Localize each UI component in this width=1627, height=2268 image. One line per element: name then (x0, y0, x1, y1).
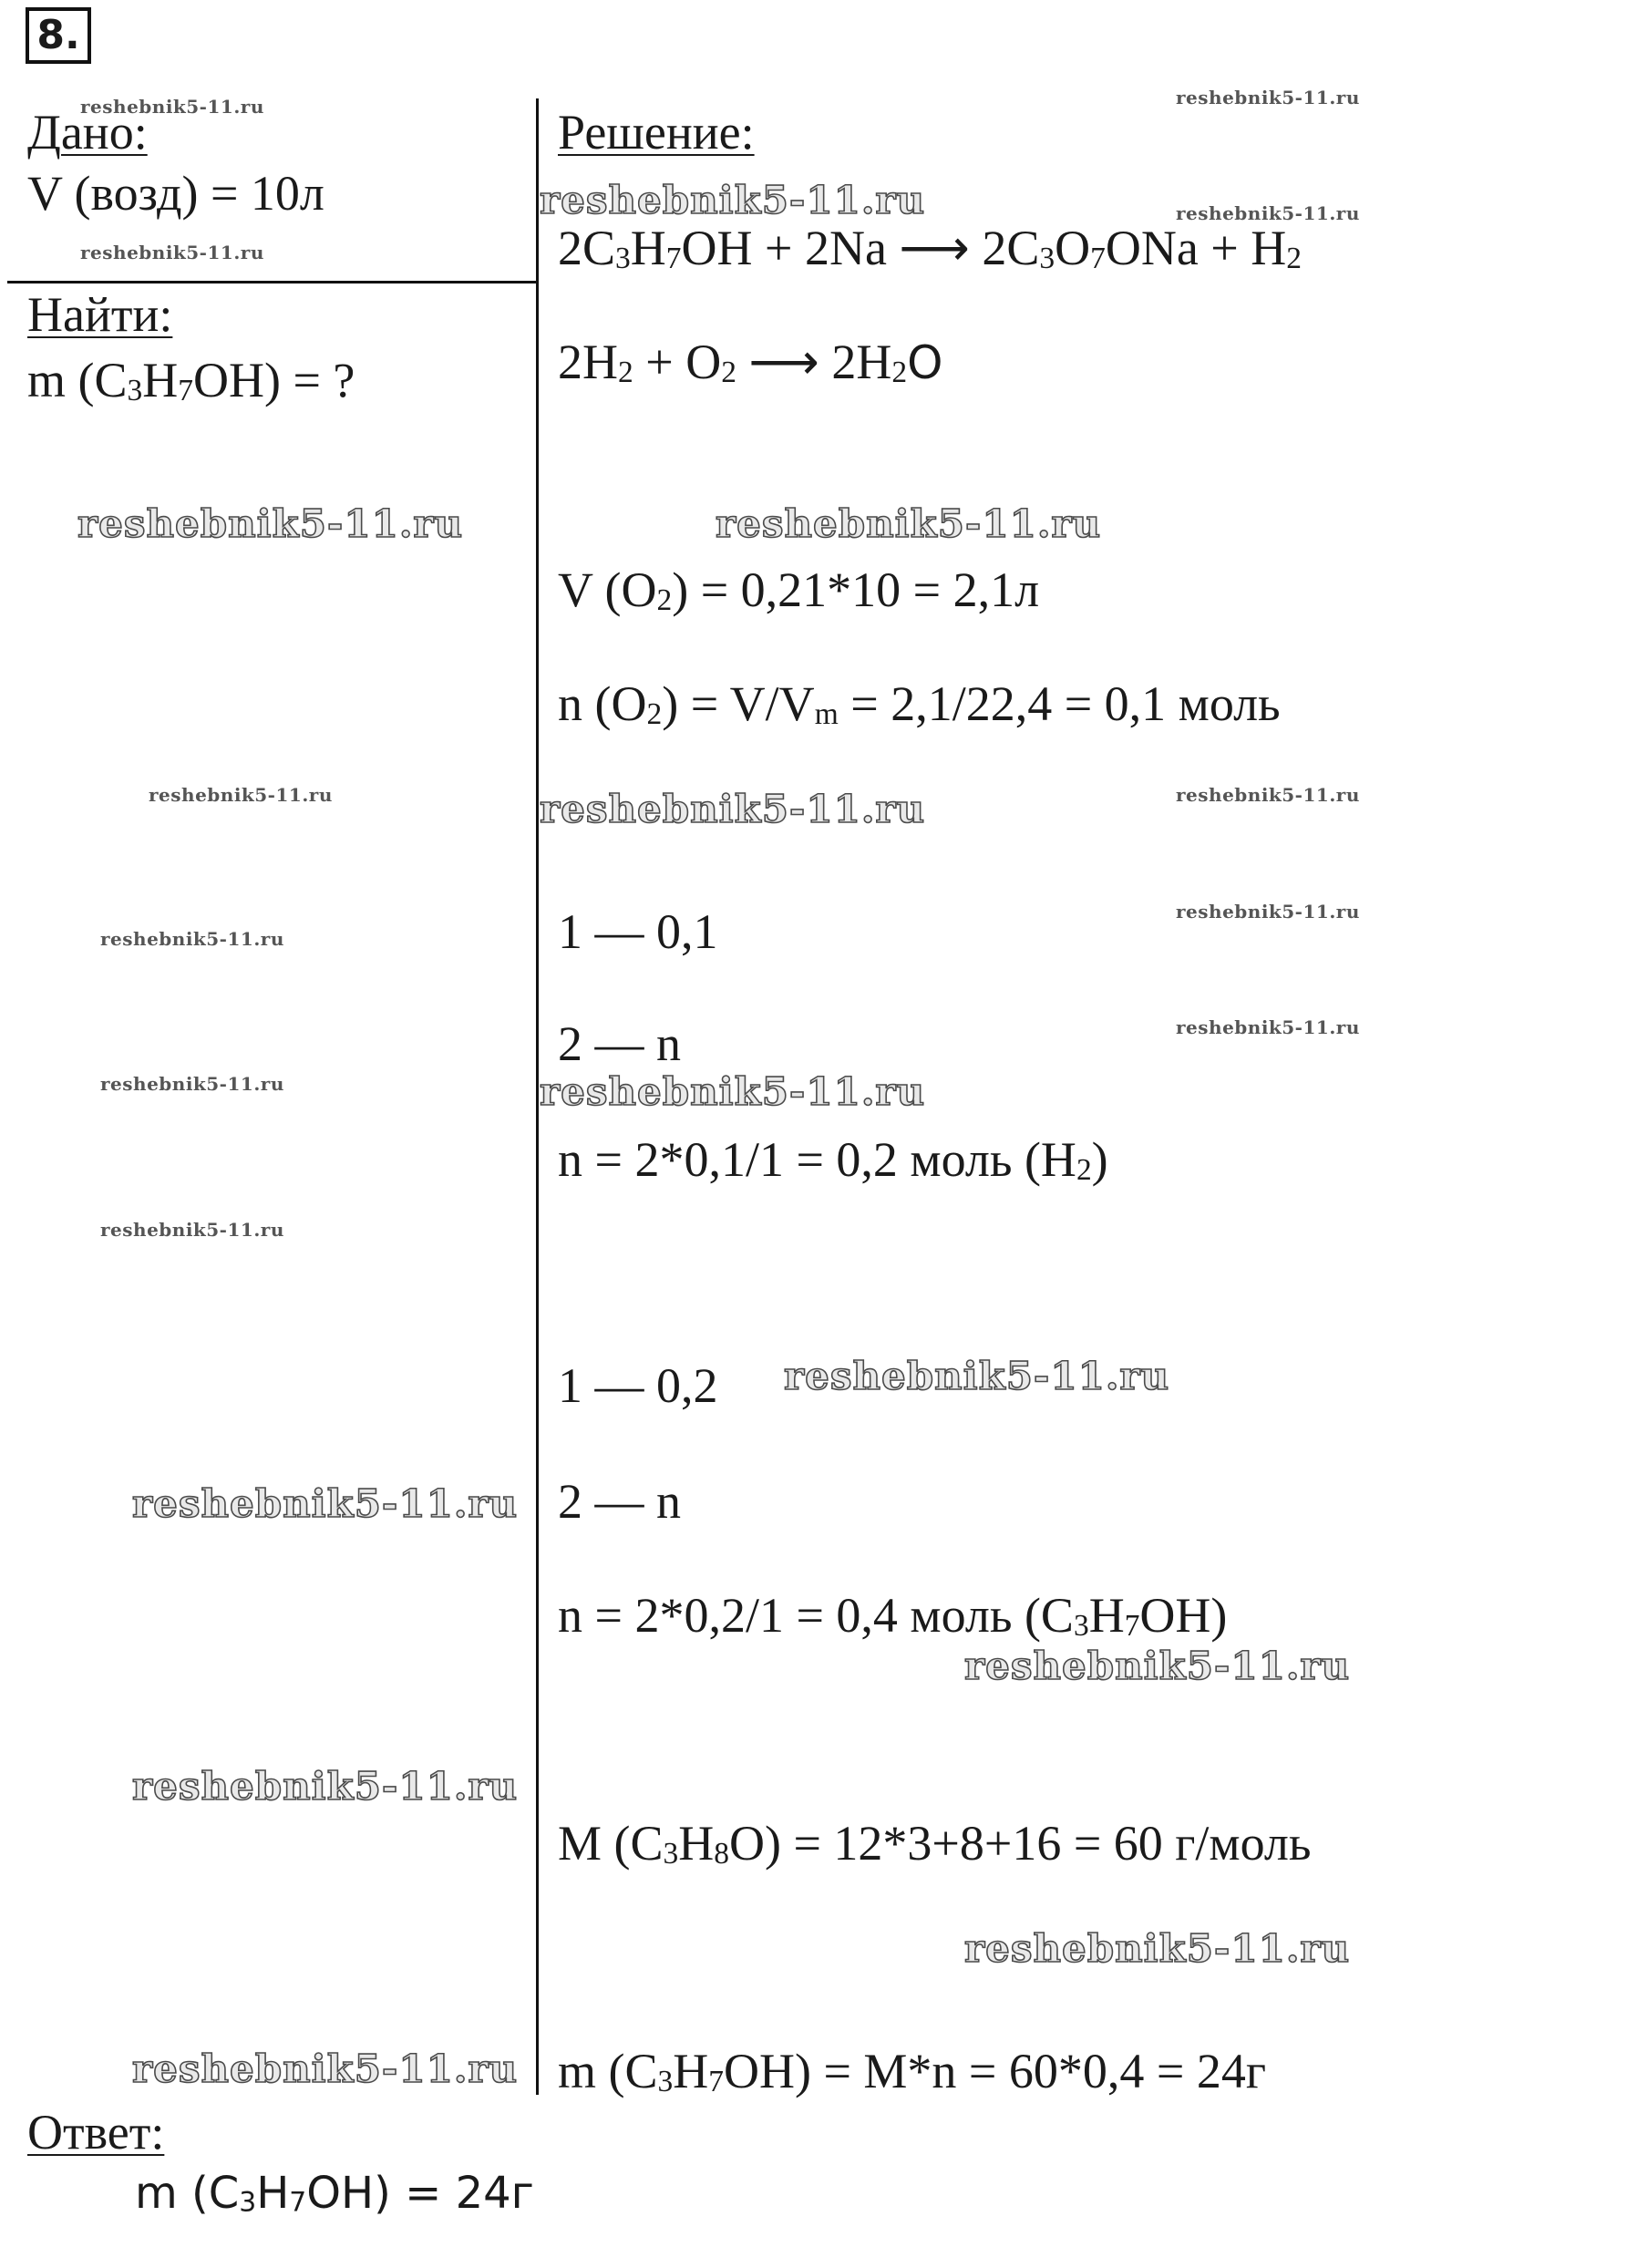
vertical-divider (536, 98, 539, 2095)
answer-value: m $(C_3H_7OH) = 24г$ (135, 2168, 534, 2219)
watermark: reshebnik5-11.ru (540, 1069, 926, 1114)
solution-heading: Решение: (558, 105, 755, 160)
watermark: reshebnik5-11.ru (132, 1764, 519, 1809)
answer-heading: Ответ: (27, 2105, 165, 2160)
watermark: reshebnik5-11.ru (1176, 202, 1360, 224)
proportion-1-row-1: 1 — 0,1 (558, 904, 718, 959)
watermark: reshebnik5-11.ru (149, 784, 333, 806)
watermark: reshebnik5-11.ru (1176, 87, 1360, 108)
moles-h2-line: n = 2*0,1/1 = 0,2 моль $(H_2)$ (558, 1132, 1108, 1188)
moles-o2-line: n $(O_2) = V/V_m = 2,1/22,4 = 0,1$ моль (558, 676, 1281, 732)
proportion-2-row-2: 2 — n (558, 1474, 681, 1529)
watermark: reshebnik5-11.ru (132, 1481, 519, 1526)
find-value: m $(C_3H_7OH)$ = ? (27, 353, 355, 408)
molar-mass-line: M $(C_3H_8O) = 12*3+8+16 = 60$ г/моль (558, 1816, 1312, 1871)
mass-propanol-line: m $(C_3H_7OH) = M*n = 60*0,4 = 24г$ (558, 2044, 1266, 2099)
watermark: reshebnik5-11.ru (80, 242, 264, 263)
watermark: reshebnik5-11.ru (77, 501, 464, 546)
watermark: reshebnik5-11.ru (100, 1219, 284, 1241)
find-heading: Найти: (27, 287, 173, 342)
proportion-2-row-1: 1 — 0,2 (558, 1358, 718, 1413)
task-number: 8. (26, 7, 91, 64)
watermark: reshebnik5-11.ru (964, 1926, 1351, 1971)
volume-o2-line: V $(O_2) = 0,21*10 = 2,1л$ (558, 562, 1040, 618)
given-value: V (возд) = 10л (27, 166, 324, 221)
watermark: reshebnik5-11.ru (1176, 1016, 1360, 1038)
watermark: reshebnik5-11.ru (716, 501, 1102, 546)
watermark: reshebnik5-11.ru (964, 1644, 1351, 1688)
proportion-1-row-2: 2 — n (558, 1016, 681, 1071)
watermark: reshebnik5-11.ru (100, 1073, 284, 1095)
watermark: reshebnik5-11.ru (784, 1354, 1170, 1398)
watermark: reshebnik5-11.ru (540, 178, 926, 222)
watermark: reshebnik5-11.ru (80, 96, 264, 118)
watermark: reshebnik5-11.ru (1176, 784, 1360, 806)
equation-combustion-h2: $2H_2 + O_2$ ⟶ $2H_2O$ (558, 335, 943, 390)
watermark: reshebnik5-11.ru (1176, 901, 1360, 923)
watermark: reshebnik5-11.ru (132, 2046, 519, 2091)
given-heading: Дано: (27, 105, 148, 160)
equation-reaction-na: $2C_3H_7OH + 2Na$ ⟶ $2C_3O_7ONa + H_2$ (558, 221, 1302, 276)
watermark: reshebnik5-11.ru (100, 928, 284, 950)
moles-propanol-line: n = 2*0,2/1 = 0,4 моль $(C_3H_7OH)$ (558, 1588, 1228, 1644)
given-find-divider (7, 281, 538, 284)
watermark: reshebnik5-11.ru (540, 787, 926, 831)
